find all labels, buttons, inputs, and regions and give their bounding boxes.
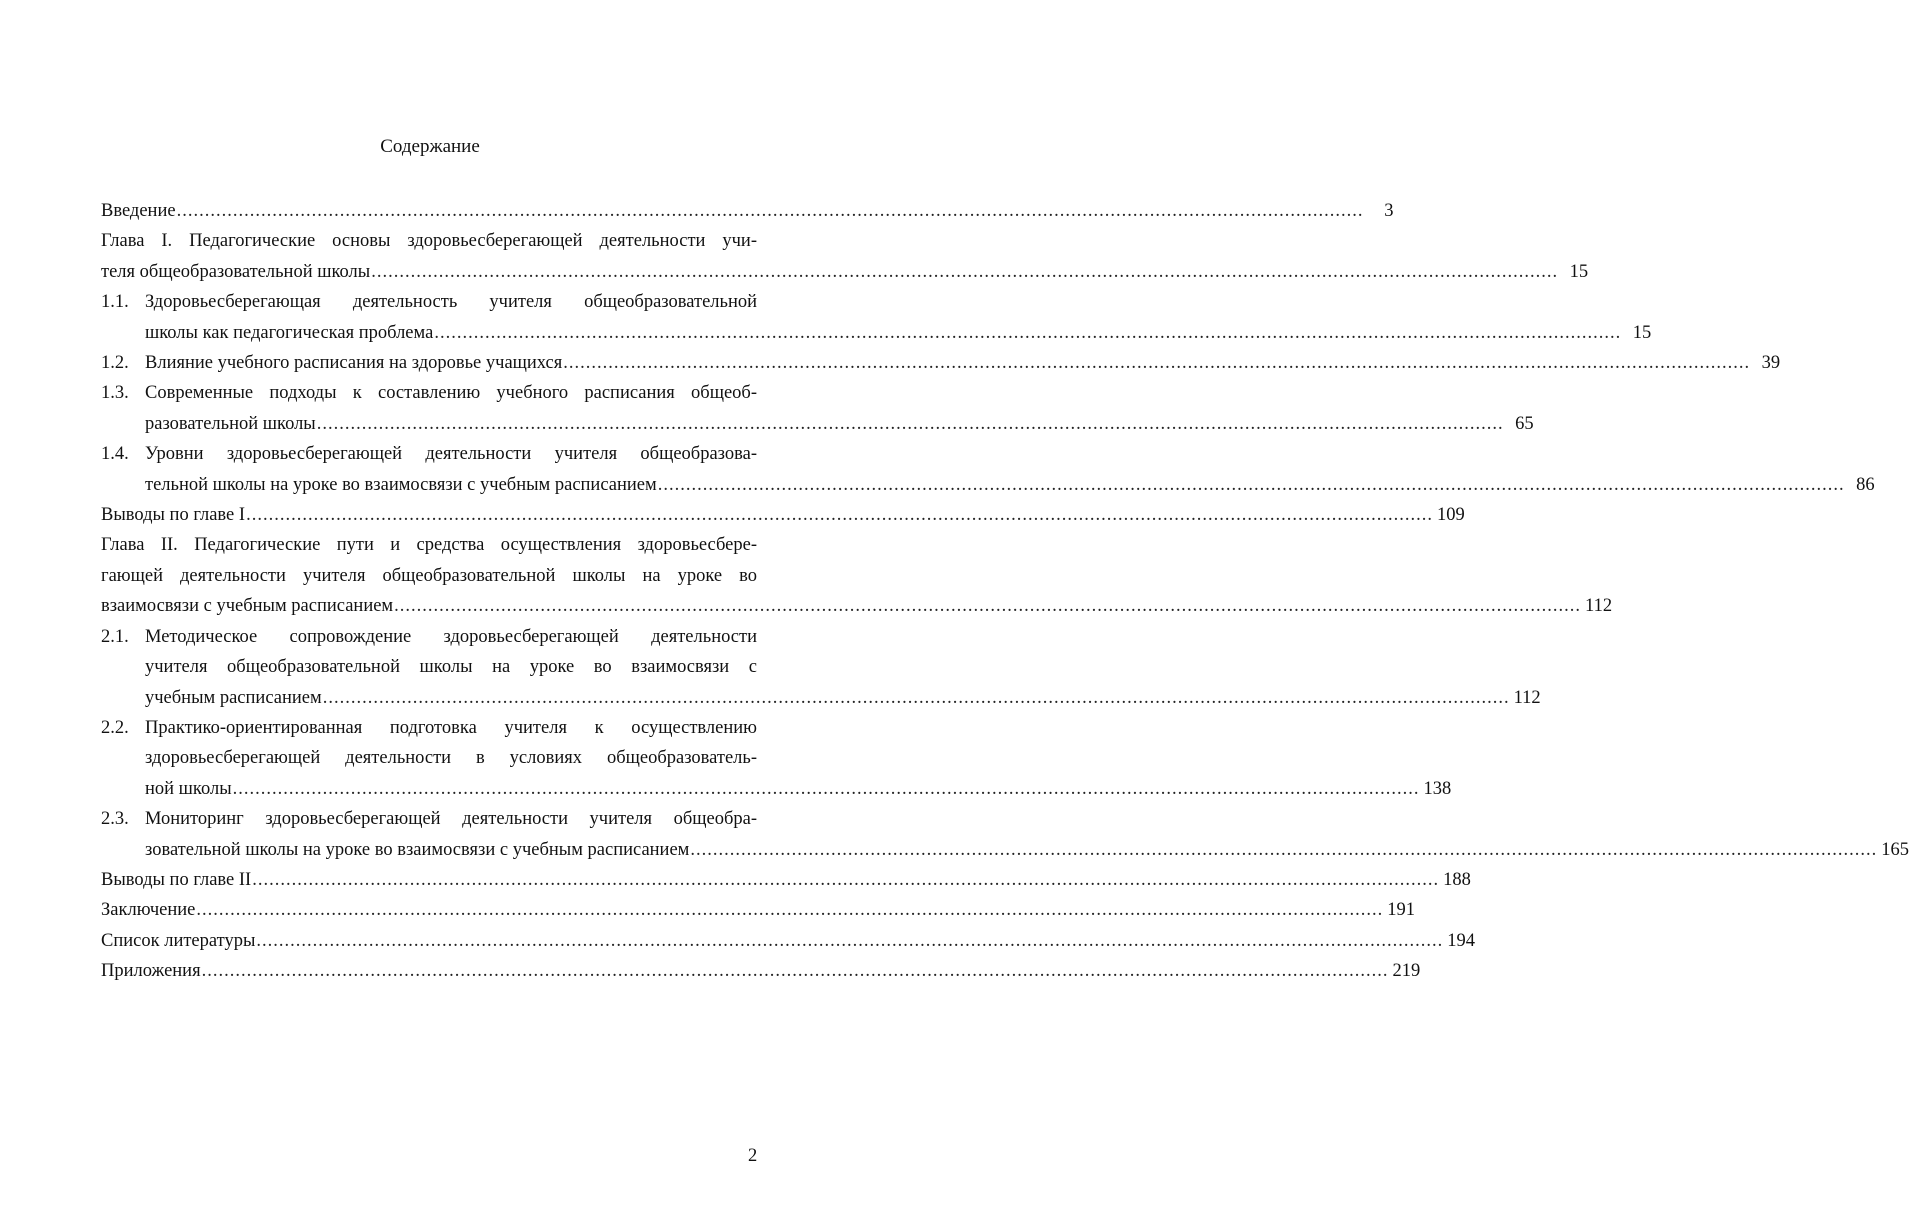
dot-leader: ................................................................................................................................................................................................................... — [246, 505, 1433, 526]
dot-leader: ................................................................................................................................................................................................................... — [394, 596, 1582, 617]
toc-entry-line: Заключение — [101, 900, 196, 921]
toc-page-number: 15 — [1569, 261, 1589, 282]
toc-page-number: 65 — [1515, 413, 1534, 434]
toc-entry-number: 1.3. — [101, 383, 129, 404]
toc-subsection-entry — [101, 439, 1875, 500]
toc-entry-line: Глава I. Педагогические основы здоровьесберегающей деятельности учи- — [101, 231, 757, 252]
dot-leader: ................................................................................................................................................................................................................... — [201, 961, 1389, 982]
toc-entry-text — [101, 865, 1471, 895]
toc-subsection-entry — [101, 622, 1541, 713]
toc-page-number: 219 — [1392, 961, 1421, 982]
toc-entry-number: 1.2. — [101, 353, 129, 374]
toc-entry-text — [101, 956, 1421, 986]
toc-entry-line: разовательной школы — [145, 413, 316, 434]
toc-entry-text — [101, 226, 1589, 287]
toc-entry-line: Список литературы — [101, 930, 256, 951]
page-title: Содержание — [380, 136, 480, 157]
toc-subsection-entry — [101, 348, 1781, 378]
dot-leader: ................................................................................................................................................................................................................... — [690, 839, 1878, 860]
toc-entry-line: учителя общеобразовательной школы на уроке во взаимосвязи с — [145, 657, 757, 678]
toc-entry-number: 2.3. — [101, 809, 129, 830]
toc-entry-line: Выводы по главе I — [101, 505, 246, 526]
toc-entry — [101, 956, 1421, 986]
toc-page-number: 188 — [1443, 869, 1471, 890]
toc-page-number: 112 — [1513, 687, 1541, 708]
toc-entry-line: Уровни здоровьесберегающей деятельности учителя общеобразова- — [145, 444, 757, 465]
toc-entry-number: 1.4. — [101, 444, 129, 465]
toc-page-number: 165 — [1881, 839, 1909, 860]
toc-page-number: 86 — [1856, 474, 1875, 495]
dot-leader: ................................................................................................................................................................................................................... — [316, 413, 1504, 434]
toc-entry-text — [101, 926, 1476, 956]
toc-entry-line: Глава II. Педагогические пути и средства осуществления здоровьесбере- — [101, 535, 757, 556]
toc-subsection-entry — [101, 378, 1534, 439]
toc-entry-line: школы как педагогическая проблема — [145, 322, 434, 343]
toc-entry-number: 2.2. — [101, 717, 129, 738]
dot-leader: ................................................................................................................................................................................................................... — [252, 869, 1440, 890]
toc-entry-text — [101, 500, 1465, 530]
toc-entry-line: зовательной школы на уроке во взаимосвязи с учебным расписанием — [145, 839, 690, 860]
toc-entry — [101, 865, 1471, 895]
toc-entry-text — [145, 439, 1875, 500]
toc-subsection-entry — [101, 804, 1909, 865]
toc-entry — [101, 500, 1465, 530]
toc-page-number: 109 — [1436, 505, 1465, 526]
toc-entry — [101, 926, 1476, 956]
toc-entry — [101, 530, 1613, 621]
toc-entry-line: Современные подходы к составлению учебного расписания общеоб- — [145, 383, 757, 404]
toc-entry-text — [101, 895, 1415, 925]
toc-page-number: 3 — [1384, 201, 1394, 221]
toc-entry-line: Выводы по главе II — [101, 869, 252, 890]
toc-entry-line: Влияние учебного расписания на здоровье учащихся — [145, 353, 563, 374]
page-number: 2 — [748, 1146, 758, 1166]
toc-entry-line: гающей деятельности учителя общеобразовательной школы на уроке во — [101, 565, 757, 586]
table-of-contents — [101, 196, 1909, 987]
toc-entry-text — [101, 530, 1613, 621]
toc-entry-line: Приложения — [101, 961, 201, 982]
toc-subsection-entry — [101, 287, 1652, 348]
toc-entry-text — [145, 622, 1541, 713]
toc-entry-number: 2.1. — [101, 626, 129, 647]
toc-entry — [101, 226, 1589, 287]
dot-leader: ................................................................................................................................................................................................................... — [657, 474, 1845, 495]
toc-entry-line: Введение — [101, 201, 176, 221]
dot-leader: ................................................................................................................................................................................................................... — [256, 930, 1444, 951]
dot-leader: ................................................................................................................................................................................................................... — [563, 353, 1751, 374]
dot-leader: ................................................................................................................................................................................................................... — [176, 201, 1364, 221]
toc-page-number: 15 — [1632, 322, 1652, 343]
dot-leader: ................................................................................................................................................................................................................... — [232, 778, 1420, 799]
toc-entry-text — [145, 713, 1452, 804]
toc-entry-line: теля общеобразовательной школы — [101, 261, 371, 282]
dot-leader: ................................................................................................................................................................................................................... — [322, 687, 1510, 708]
toc-entry-line: здоровьесберегающей деятельности в условиях общеобразователь- — [145, 748, 757, 769]
toc-entry-line: тельной школы на уроке во взаимосвязи с учебным расписанием — [145, 474, 657, 495]
toc-entry-line: учебным расписанием — [145, 687, 322, 708]
toc-entry-number: 1.1. — [101, 292, 129, 313]
toc-entry-line: Мониторинг здоровьесберегающей деятельности учителя общеобра- — [145, 809, 757, 830]
toc-entry-text — [101, 196, 1394, 226]
dot-leader: ................................................................................................................................................................................................................... — [371, 261, 1559, 282]
toc-entry-text — [145, 804, 1909, 865]
toc-entry — [101, 196, 1394, 226]
toc-entry-line: Здоровьесберегающая деятельность учителя общеобразовательной — [145, 292, 757, 313]
toc-entry-text — [145, 287, 1652, 348]
toc-entry-line: ной школы — [145, 778, 232, 799]
toc-entry-line: Методическое сопровождение здоровьесберегающей деятельности — [145, 626, 757, 647]
toc-page-number: 138 — [1423, 778, 1452, 799]
dot-leader: ................................................................................................................................................................................................................... — [196, 900, 1384, 921]
toc-entry-line: взаимосвязи с учебным расписанием — [101, 596, 394, 617]
toc-page-number: 112 — [1585, 596, 1613, 617]
toc-entry-line: Практико-ориентированная подготовка учителя к осуществлению — [145, 717, 757, 738]
toc-page-number: 194 — [1447, 930, 1476, 951]
toc-page-number: 39 — [1761, 353, 1781, 374]
toc-entry-text — [145, 378, 1534, 439]
toc-subsection-entry — [101, 713, 1452, 804]
toc-entry — [101, 895, 1415, 925]
toc-page-number: 191 — [1387, 900, 1415, 921]
dot-leader: ................................................................................................................................................................................................................... — [434, 322, 1622, 343]
toc-entry-text — [145, 348, 1781, 378]
